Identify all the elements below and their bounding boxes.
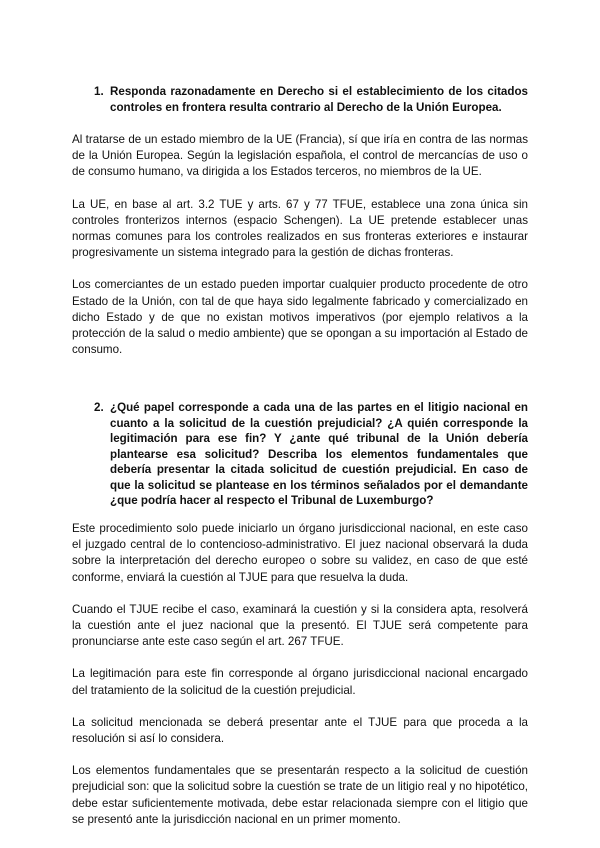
question-1-heading <box>94 84 528 115</box>
answer-2-paragraph-2: Cuando el TJUE recibe el caso, examinará la cuestión y si la considera apta, resolverá la cuestión ante el juez nacional que la presentó. El TJUE será competente para pronunciarse ante este caso según el art. 267 TFUE. <box>72 602 528 649</box>
question-1-number: 1. <box>94 85 104 98</box>
answer-1-paragraph-1: Al tratarse de un estado miembro de la UE (Francia), sí que iría en contra de las normas de la Unión Europea. Según la legislación española, el control de mercancías de uso o de consumo humano, va dirigida a los Estados terceros, no miembros de la UE. <box>72 133 528 179</box>
answer-1-paragraph-2: La UE, en base al art. 3.2 TUE y arts. 67 y 77 TFUE, establece una zona única sin controles fronterizos internos (espacio Schengen). La UE pretende establecer unas normas comunes para los controles realizados en sus fronteras exteriores e instaurar progresivamente un sistema integrado para la gestión de dichas fronteras. <box>72 197 528 260</box>
question-2-text: ¿Qué papel corresponde a cada una de las partes en el litigio nacional en cuanto a la solicitud de la cuestión prejudicial? ¿A quién corresponde la legitimación para ese fin? Y ¿ante qué tribunal de la Unión debería plantearse esa solicitud? Describa los elementos fundamentales que debería presentar la citada solicitud de cuestión prejudicial. En caso de que la solicitud se plantease en los términos señalados por el demandante ¿que podría hacer al respecto el Tribunal de Luxemburgo? <box>110 401 528 508</box>
answer-2-paragraph-3: La legitimación para este fin corresponde al órgano jurisdiccional nacional encargado del tratamiento de la solicitud de la cuestión prejudicial. <box>72 667 528 697</box>
answer-2-paragraph-4: La solicitud mencionada se deberá presentar ante el TJUE para que proceda a la resolución si así lo considera. <box>72 715 528 745</box>
answer-1-paragraph-3: Los comerciantes de un estado pueden importar cualquier producto procedente de otro Estado de la Unión, con tal de que haya sido legalmente fabricado y comercializado en dicho Estado y de que no existan motivos imperativos (por ejemplo relativos a la protección de la salud o medio ambiente) que se opongan a su importación al Estado de consumo. <box>72 278 528 357</box>
question-2-heading <box>94 400 528 509</box>
answer-2-paragraph-1: Este procedimiento solo puede iniciarlo un órgano jurisdiccional nacional, en este caso el juzgado central de lo contencioso-administrativo. El juez nacional observará la duda sobre la interpretación del derecho europeo o sobre su validez, en caso de que esté conforme, enviará la cuestión al TJUE para que resuelva la duda. <box>72 521 528 584</box>
question-2-number: 2. <box>94 401 104 415</box>
answer-2-paragraph-5: Los elementos fundamentales que se presentarán respecto a la solicitud de cuestión prejudicial son: que la solicitud sobre la cuestión se trate de un litigio real y no hipotético, debe estar suficientemente motivada, debe estar relacionada siempre con el litigio que se presentó ante la jurisdicción nacional en un primer momento. <box>72 764 528 826</box>
question-1-text: Responda razonadamente en Derecho si el establecimiento de los citados controles en frontera resulta contrario al Derecho de la Unión Europea. <box>110 85 528 114</box>
